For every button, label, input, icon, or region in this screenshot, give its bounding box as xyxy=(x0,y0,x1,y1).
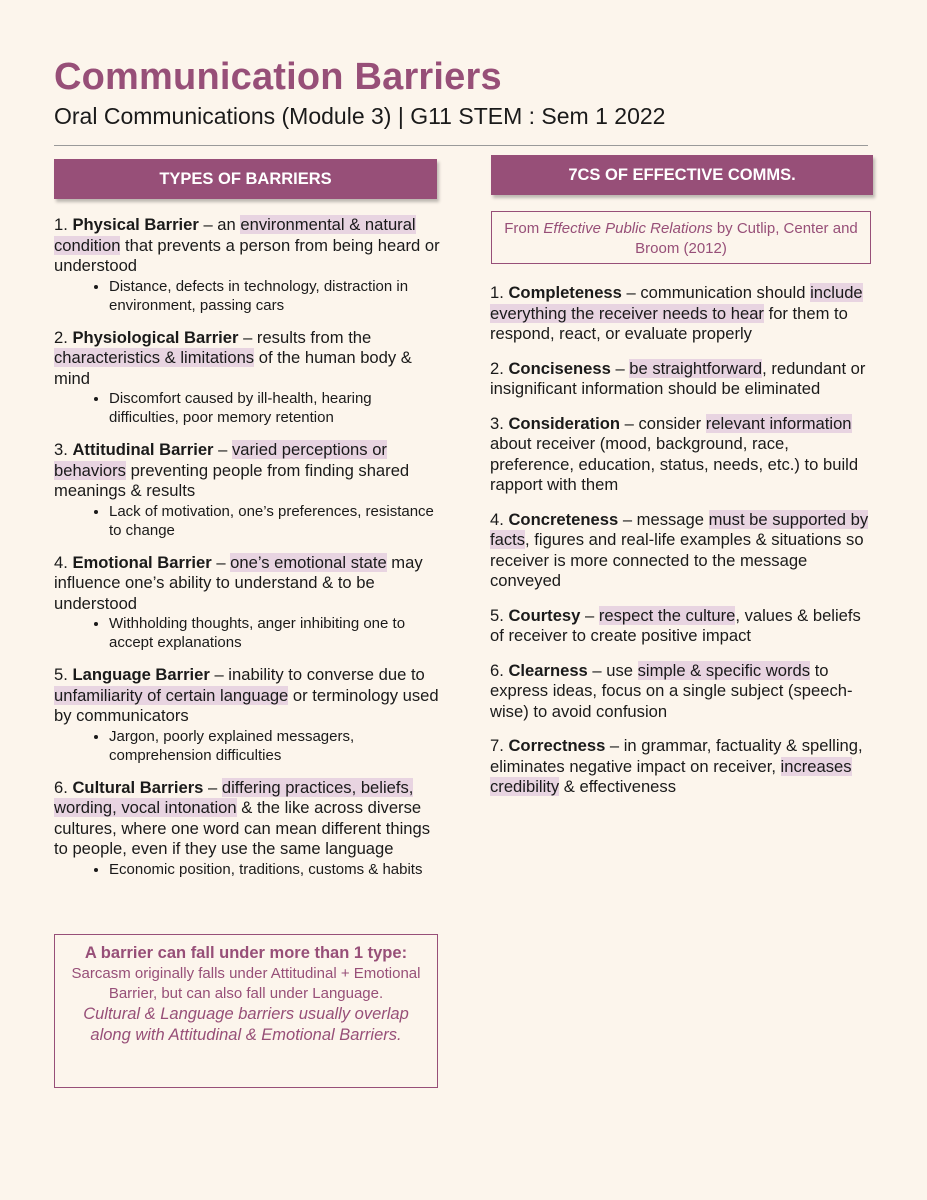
item-number: 4. xyxy=(490,509,509,529)
barrier-description xyxy=(54,440,444,502)
item-text: about receiver (mood, background, race, preference, education, status, needs, etc.) to build rapport with them xyxy=(490,434,859,494)
citation-book-title: Effective Public Relations xyxy=(543,220,713,237)
source-citation-box xyxy=(491,211,871,264)
note-italic: Cultural & Language barriers usually overlap along with Attitudinal & Emotional Barriers. xyxy=(83,1005,409,1044)
c-item-completeness xyxy=(490,283,875,345)
item-text: – xyxy=(211,552,231,572)
barrier-name: Emotional Barrier xyxy=(72,552,212,572)
item-number: 3. xyxy=(54,440,73,459)
item-text: – results from the xyxy=(238,327,372,347)
example-item: • Jargon, poorly explained messagers, comprehension difficulties xyxy=(109,727,444,765)
highlighted-text: one’s emotional state xyxy=(230,552,387,572)
seven-cs-list xyxy=(490,283,875,812)
item-text: to express ideas, focus on a single subject (speech-wise) to avoid confusion xyxy=(490,660,853,721)
item-text: – inability to converse due to xyxy=(209,665,425,684)
highlighted-text: be straightforward xyxy=(629,358,763,378)
c-name: Completeness xyxy=(508,283,622,302)
barrier-item-physiological xyxy=(54,328,444,428)
item-text: – xyxy=(610,358,630,378)
item-number: 5. xyxy=(54,665,73,684)
note-body: Sarcasm originally falls under Attitudinal + Emotional Barrier, but can also fall under Language. xyxy=(71,965,421,1002)
item-text: – an xyxy=(198,215,241,234)
item-text: – use xyxy=(587,660,638,680)
multi-type-note-box xyxy=(54,934,438,1088)
citation-text: by Cutlip, Center and Broom (2012) xyxy=(635,220,858,257)
item-text: , redundant or insignificant information should be eliminated xyxy=(490,358,866,398)
seven-cs-banner: 7CS OF EFFECTIVE COMMS. xyxy=(491,155,873,195)
barrier-description xyxy=(54,665,444,727)
header-divider xyxy=(54,145,868,146)
barrier-name: Cultural Barriers xyxy=(72,777,204,797)
citation-text: From xyxy=(504,220,544,237)
item-text: & the like across diverse cultures, where one word can mean different things to people, even if they use the same language xyxy=(54,798,431,858)
barrier-name: Physical Barrier xyxy=(72,215,199,234)
barrier-item-attitudinal xyxy=(54,440,444,540)
barrier-description xyxy=(54,553,444,615)
example-item: • Withholding thoughts, anger inhibiting one to accept explanations xyxy=(109,614,444,652)
item-number: 7. xyxy=(490,736,509,755)
example-list xyxy=(54,860,444,879)
item-number: 1. xyxy=(54,215,73,234)
item-text: – xyxy=(580,605,599,625)
highlighted-text: varied perceptions or behaviors xyxy=(54,440,387,480)
item-number: 1. xyxy=(490,283,509,302)
page-subtitle: Oral Communications (Module 3) | G11 STEM : Sem 1 2022 xyxy=(54,103,666,129)
highlighted-text: include everything the receiver needs to hear xyxy=(490,283,863,323)
highlighted-text: environmental & natural condition xyxy=(54,215,416,255)
barrier-name: Physiological Barrier xyxy=(72,327,239,347)
example-list xyxy=(54,614,444,652)
c-name: Concreteness xyxy=(508,509,619,529)
c-name: Correctness xyxy=(508,736,606,755)
item-text: preventing people from finding shared meanings & results xyxy=(54,460,410,500)
item-number: 4. xyxy=(54,552,73,572)
c-description xyxy=(490,359,875,400)
c-description xyxy=(490,283,875,345)
c-description xyxy=(490,414,875,496)
item-text: & effectiveness xyxy=(559,777,677,796)
item-text: , values & beliefs of receiver to create positive impact xyxy=(490,605,861,645)
c-description xyxy=(490,736,875,798)
example-item: • Lack of motivation, one’s preferences, resistance to change xyxy=(109,502,444,540)
highlighted-text: must be supported by facts xyxy=(490,509,869,549)
example-item: • Distance, defects in technology, distraction in environment, passing cars xyxy=(109,277,444,315)
item-text: , figures and real-life examples & situations so receiver is more connected to the message conveyed xyxy=(490,530,864,590)
c-description xyxy=(490,606,875,647)
c-description xyxy=(490,661,875,723)
item-number: 6. xyxy=(490,660,509,680)
page-title: Communication Barriers xyxy=(54,56,502,98)
item-text: that prevents a person from being heard or understood xyxy=(54,235,440,275)
c-item-correctness xyxy=(490,736,875,798)
barrier-item-cultural xyxy=(54,778,444,879)
item-number: 3. xyxy=(490,413,509,433)
item-number: 5. xyxy=(490,605,509,625)
barrier-item-emotional xyxy=(54,553,444,653)
highlighted-text: relevant information xyxy=(705,413,852,433)
highlighted-text: simple & specific words xyxy=(637,660,811,680)
item-number: 2. xyxy=(54,327,73,347)
highlighted-text: differing practices, beliefs, wording, vocal intonation xyxy=(54,777,414,817)
c-description xyxy=(490,510,875,592)
c-item-concreteness xyxy=(490,510,875,592)
barrier-list xyxy=(54,215,444,892)
item-text: – consider xyxy=(620,413,706,433)
item-text: for them to respond, react, or evaluate properly xyxy=(490,303,848,343)
highlighted-text: increases credibility xyxy=(490,756,852,796)
highlighted-text: characteristics & limitations xyxy=(54,348,255,367)
barrier-description xyxy=(54,215,444,277)
item-text: – message xyxy=(618,509,709,529)
item-text: – xyxy=(213,440,232,459)
item-number: 6. xyxy=(54,777,73,797)
c-name: Courtesy xyxy=(508,605,581,625)
c-item-clearness xyxy=(490,661,875,723)
c-item-consideration xyxy=(490,414,875,496)
barrier-item-language xyxy=(54,665,444,765)
barrier-description xyxy=(54,328,444,390)
item-text: – in grammar, factuality & spelling, eliminates negative impact on receiver, xyxy=(490,736,863,776)
highlighted-text: respect the culture xyxy=(598,605,736,625)
example-list xyxy=(54,389,444,427)
barrier-name: Attitudinal Barrier xyxy=(72,440,214,459)
barrier-description xyxy=(54,778,444,860)
barrier-name: Language Barrier xyxy=(72,665,210,684)
c-item-conciseness xyxy=(490,359,875,400)
highlighted-text: unfamiliarity of certain language xyxy=(54,685,289,705)
note-heading: A barrier can fall under more than 1 type: xyxy=(84,944,408,962)
types-of-barriers-banner: TYPES OF BARRIERS xyxy=(54,159,437,199)
example-list xyxy=(54,502,444,540)
item-text: of the human body & mind xyxy=(54,348,412,388)
item-text: or terminology used by communicators xyxy=(54,685,439,725)
example-list xyxy=(54,277,444,315)
barrier-item-physical xyxy=(54,215,444,315)
example-item: • Economic position, traditions, customs & habits xyxy=(109,860,444,879)
example-item: • Discomfort caused by ill-health, hearing difficulties, poor memory retention xyxy=(109,389,444,427)
item-text: may influence one’s ability to understand & to be understood xyxy=(54,552,423,613)
example-list xyxy=(54,727,444,765)
item-text: – communication should xyxy=(621,283,811,302)
item-text: – xyxy=(203,777,222,797)
c-name: Clearness xyxy=(508,660,588,680)
c-name: Conciseness xyxy=(508,358,611,378)
c-name: Consideration xyxy=(508,413,621,433)
item-number: 2. xyxy=(490,358,509,378)
c-item-courtesy xyxy=(490,606,875,647)
